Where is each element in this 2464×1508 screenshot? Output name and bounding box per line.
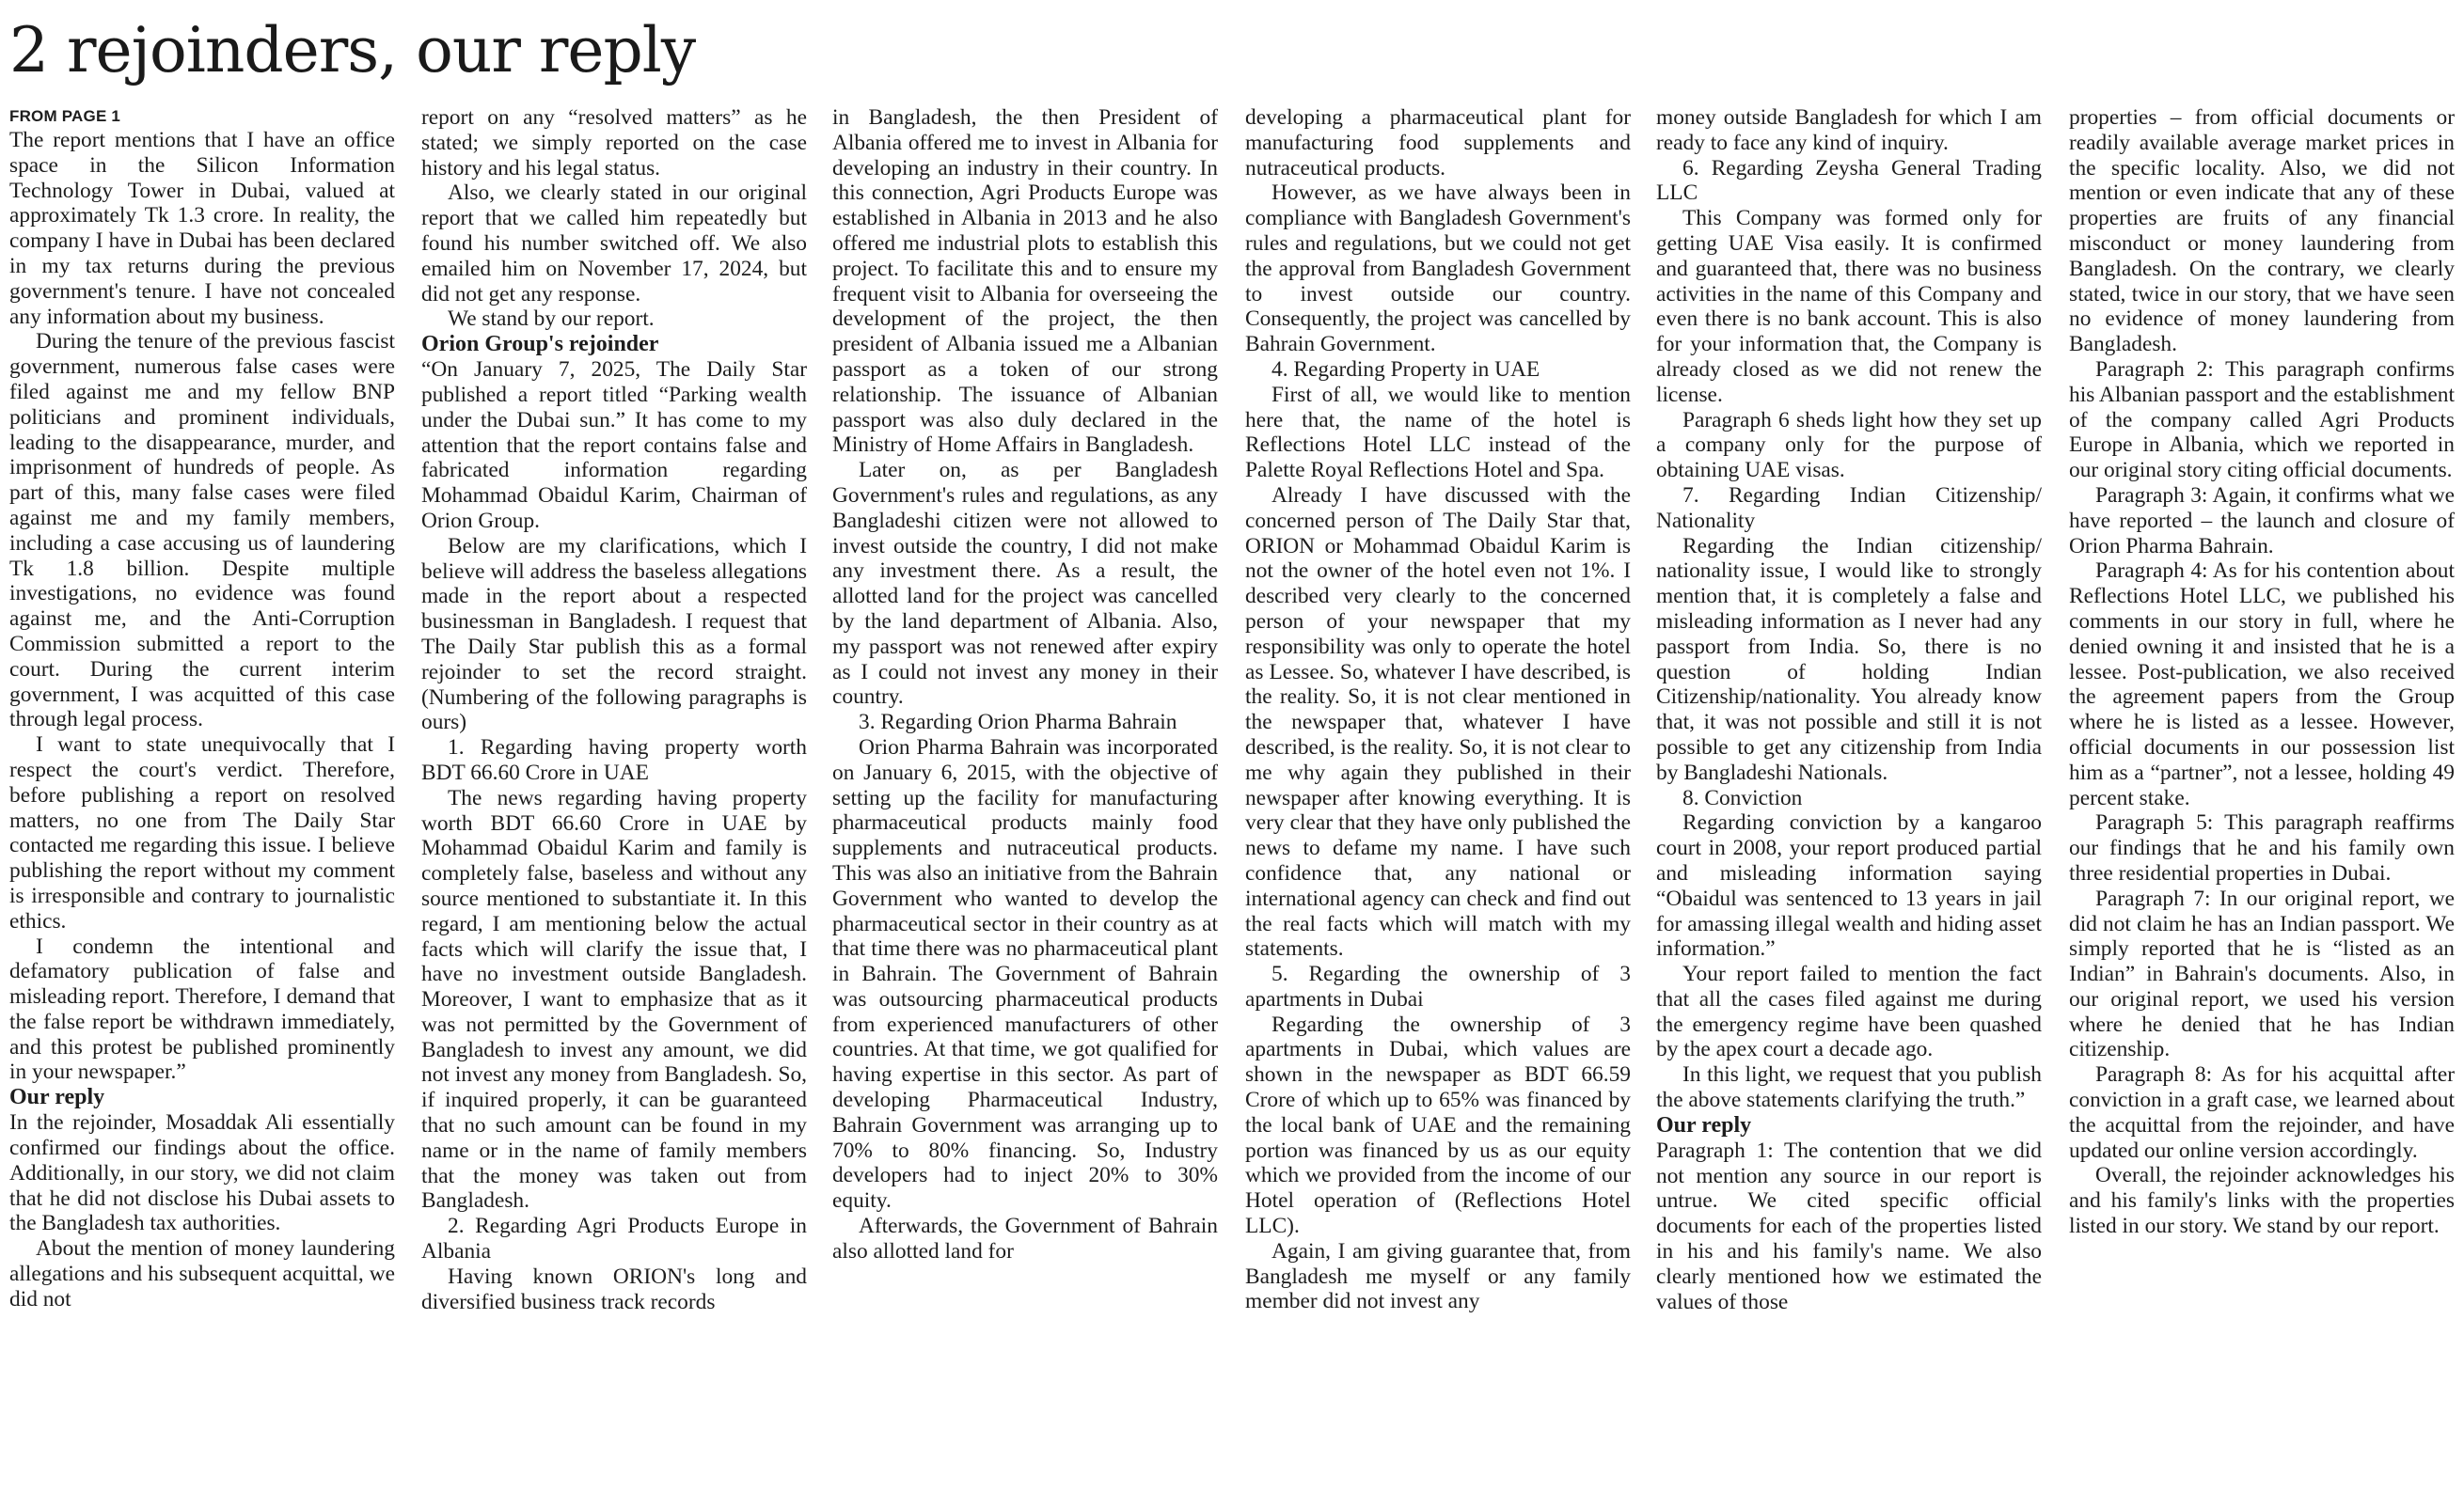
body-paragraph: We stand by our report. xyxy=(448,306,655,332)
body-paragraph: Below are my clarifications, which I believe will address the baseless allegations made in the report about a respected businessman in Bangladesh. I request that The Daily Star publish this as a formal rejoinder to set the record straight. (Numbering of the following paragraphs is ours) xyxy=(421,533,807,735)
body-paragraph: in Bangladesh, the then President of Albania offered me to invest in Albania for developing an industry in their country. In this connection, Agri Products Europe was established in Albania in 2013 and he also offered me industrial plots to establish this project. To facilitate this and to ensure my frequent visit to Albania for overseeing the development of the project, the then president of Albania issued me a Albanian passport as a token of our strong relationship. The issuance of Albanian passport was also duly declared in the Ministry of Home Affairs in Bangladesh. xyxy=(832,105,1218,458)
body-paragraph: About the mention of money laundering allegations and his subsequent acquittal, we did not xyxy=(9,1236,395,1312)
body-paragraph: Later on, as per Bangladesh Government's rules and regulations, as any Bangladeshi citizen were not allowed to invest outside the country, I did not make any investment there. As a result, the allotted land for the project was cancelled by the land department of Albania. Also, my passport was not renewed after expiry as I could not invest any money in their country. xyxy=(832,458,1218,710)
body-paragraph: Regarding the ownership of 3 apartments in Dubai, which values are shown in the newspaper as BDT 66.59 Crore of which up to 65% was financed by the local bank of UAE and the remaining portion was financed by us as our equity which we provided from the income of our Hotel operation of (Reflections Hotel LLC). xyxy=(1245,1012,1631,1239)
body-paragraph: Regarding conviction by a kangaroo court in 2008, your report produced partial and misleading information saying “Obaidul was sentenced to 13 years in jail for amassing illegal wealth and hiding asset information.” xyxy=(1656,810,2042,962)
body-paragraph: The news regarding having property worth BDT 66.60 Crore in UAE by Mohammad Obaidul Karim and family is completely false, baseless and without any source mentioned to substantiate it. In this regard, I am mentioning below the actual facts which will clarify the issue that, I have no investment outside Bangladesh. Moreover, I want to emphasize that as it was not permitted by the Government of Bangladesh to invest any amount, we did not invest any money from Bangladesh. So, if inquired properly, it can be guaranteed that no such amount can be found in my name or in the name of family members that the money was taken out from Bangladesh. xyxy=(421,785,807,1214)
body-paragraph: Already I have discussed with the concerned person of The Daily Star that, ORION or Mohammad Obaidul Karim is not the owner of the hotel even not 1%. I described very clearly to the concerned person of your newspaper that my responsibility was only to operate the hotel as Lessee. So, whatever I have described, is the reality. So, it is not clear mentioned in the newspaper that, whatever I have described, is the reality. So, it is not clear to me why again they published in their newspaper after knowing everything. It is very clear that they have only published the news to defame my name. I have such confidence that, any national or international agency can check and find out the real facts which will match with my statements. xyxy=(1245,482,1631,962)
body-paragraph: Regarding the Indian citizenship/ nationality issue, I would like to strongly mention that, it is completely a false and misleading information as I never had any passport from India. So, there is no question of holding Indian Citizenship/nationality. You already know that, it was not possible and still it is not possible to get any citizenship from India by Bangladeshi Nationals. xyxy=(1656,533,2042,785)
article-column-5 xyxy=(1656,105,2042,1500)
subheading: Orion Group's rejoinder xyxy=(421,332,659,357)
body-paragraph: Paragraph 1: The contention that we did not mention any source in our report is untrue. We cited specific official documents for each of the properties listed in his and his family's name. We also clearly mentioned how we estimated the values of those xyxy=(1656,1138,2042,1314)
body-paragraph: Paragraph 2: This paragraph confirms his Albanian passport and the establishment of the company called Agri Products Europe in Albania, which we reported in our original story citing official documents. xyxy=(2069,356,2455,483)
body-paragraph: 7. Regarding Indian Citizenship/ Nationality xyxy=(1656,482,2042,533)
body-paragraph: Having known ORION's long and diversified business track records xyxy=(421,1264,807,1314)
article-column-4 xyxy=(1245,105,1631,1500)
body-paragraph: Again, I am giving guarantee that, from Bangladesh me myself or any family member did not invest any xyxy=(1245,1238,1631,1314)
subheading: Our reply xyxy=(9,1085,105,1110)
body-paragraph: Also, we clearly stated in our original report that we called him repeatedly but found his number switched off. We also emailed him on November 17, 2024, but did not get any response. xyxy=(421,181,807,306)
body-paragraph: developing a pharmaceutical plant for manufacturing food supplements and nutraceutical products. xyxy=(1245,105,1631,181)
body-paragraph: report on any “resolved matters” as he stated; we simply reported on the case history and his legal status. xyxy=(421,105,807,181)
body-paragraph: First of all, we would like to mention here that, the name of the hotel is Reflections Hotel LLC instead of the Palette Royal Reflections Hotel and Spa. xyxy=(1245,382,1631,483)
body-paragraph: In the rejoinder, Mosaddak Ali essentially confirmed our findings about the office. Additionally, in our story, we did not claim that he did not disclose his Dubai assets to the Bangladesh tax authorities. xyxy=(9,1110,395,1236)
body-paragraph: 1. Regarding having property worth BDT 66.60 Crore in UAE xyxy=(421,735,807,785)
body-paragraph: 2. Regarding Agri Products Europe in Albania xyxy=(421,1214,807,1265)
body-paragraph: 4. Regarding Property in UAE xyxy=(1271,356,1540,382)
body-paragraph: Paragraph 8: As for his acquittal after conviction in a graft case, we learned about the acquittal from the rejoinder, and have updated our online version accordingly. xyxy=(2069,1062,2455,1163)
body-paragraph: Paragraph 3: Again, it confirms what we have reported – the launch and closure of Orion Pharma Bahrain. xyxy=(2069,482,2455,558)
body-paragraph: Paragraph 6 sheds light how they set up a company only for the purpose of obtaining UAE visas. xyxy=(1656,407,2042,483)
section-kicker: FROM PAGE 1 xyxy=(9,107,121,125)
body-paragraph: Paragraph 7: In our original report, we did not claim he has an Indian passport. We simply reported that he is “listed as an Indian” in Bahrain's documents. Also, in our original report, we used his version where he denied that he has Indian citizenship. xyxy=(2069,886,2455,1062)
body-paragraph: Orion Pharma Bahrain was incorporated on January 6, 2015, with the objective of setting up the facility for manufacturing pharmaceutical products mainly food supplements and nutraceutical products. This was also an initiative from the Bahrain Government who wanted to develop the pharmaceutical sector in their country as at that time there was no pharmaceutical plant in Bahrain. The Government of Bahrain was outsourcing pharmaceutical products from experienced manufacturers of other countries. At that time, we got qualified for having expertise in this sector. As part of developing Pharmaceutical Industry, Bahrain Government was arranging up to 70% to 80% financing. So, Industry developers had to inject 20% to 30% equity. xyxy=(832,734,1218,1214)
subheading: Our reply xyxy=(1656,1112,1752,1138)
article-column-3 xyxy=(832,105,1218,1500)
body-paragraph: Paragraph 5: This paragraph reaffirms our findings that he and his family own three residential properties in Dubai. xyxy=(2069,810,2455,886)
body-paragraph: 8. Conviction xyxy=(1682,785,1803,810)
body-paragraph: I want to state unequivocally that I respect the court's verdict. Therefore, before publishing a report on resolved matters, no one from The Daily Star contacted me regarding this issue. I believe publishing the report without my comment is irresponsible and contrary to journalistic ethics. xyxy=(9,732,395,934)
headline: 2 rejoinders, our reply xyxy=(9,14,696,86)
article-column-1 xyxy=(9,105,395,1500)
body-paragraph: In this light, we request that you publish the above statements clarifying the truth.” xyxy=(1656,1062,2042,1113)
body-paragraph: 3. Regarding Orion Pharma Bahrain xyxy=(859,710,1177,735)
article-column-2 xyxy=(421,105,807,1500)
body-paragraph: Overall, the rejoinder acknowledges his and his family's links with the properties listed in our story. We stand by our report. xyxy=(2069,1163,2455,1239)
body-paragraph: However, as we have always been in compliance with Bangladesh Government's rules and regulations, but we could not get the approval from Bangladesh Government to invest outside our country. Consequently, the project was cancelled by Bahrain Government. xyxy=(1245,181,1631,357)
body-paragraph: This Company was formed only for getting UAE Visa easily. It is confirmed and guaranteed that, there was no business activities in the name of this Company and even there is no bank account. This is also for your information that, the Company is already closed as we did not renew the license. xyxy=(1656,206,2042,407)
body-paragraph: money outside Bangladesh for which I am ready to face any kind of inquiry. xyxy=(1656,105,2042,155)
body-paragraph: I condemn the intentional and defamatory publication of false and misleading report. Therefore, I demand that the false report be withdrawn immediately, and this protest be published prominently in your newspaper.” xyxy=(9,934,395,1085)
body-paragraph: The report mentions that I have an office space in the Silicon Information Technology Tower in Dubai, valued at approximately Tk 1.3 crore. In reality, the company I have in Dubai has been declared in my tax returns during the previous government's tenure. I have not concealed any information about my business. xyxy=(9,128,395,329)
body-paragraph: During the tenure of the previous fascist government, numerous false cases were filed against me and my fellow BNP politicians and prominent individuals, leading to the disappearance, murder, and imprisonment of hundreds of people. As part of this, many false cases were filed against me and my family members, including a case accusing us of laundering Tk 1.8 billion. Despite multiple investigations, no evidence was found against me, and the Anti-Corruption Commission submitted a report to the court. During the current interim government, I was acquitted of this case through legal process. xyxy=(9,329,395,732)
body-paragraph: Your report failed to mention the fact that all the cases filed against me during the emergency regime have been quashed by the apex court a decade ago. xyxy=(1656,962,2042,1062)
body-paragraph: 6. Regarding Zeysha General Trading LLC xyxy=(1656,155,2042,206)
body-paragraph: 5. Regarding the ownership of 3 apartments in Dubai xyxy=(1245,962,1631,1012)
body-paragraph: “On January 7, 2025, The Daily Star published a report titled “Parking wealth under the Dubai sun.” It has come to my attention that the report contains false and fabricated information regarding Mohammad Obaidul Karim, Chairman of Orion Group. xyxy=(421,357,807,533)
article-column-6 xyxy=(2069,105,2455,1500)
body-paragraph: Paragraph 4: As for his contention about Reflections Hotel LLC, we published his comments in our story in full, where he denied owning it and insisted that he is a lessee. Post-publication, we also received the agreement papers from the Group where he is listed as a lessee. However, official documents in our possession list him as a “partner”, not a lessee, holding 49 percent stake. xyxy=(2069,558,2455,810)
body-paragraph: properties – from official documents or readily available average market prices in the specific locality. Also, we did not mention or even indicate that any of these properties are fruits of any financial misconduct or money laundering from Bangladesh. On the contrary, we clearly stated, twice in our story, that we have seen no evidence of money laundering from Bangladesh. xyxy=(2069,105,2455,357)
body-paragraph: Afterwards, the Government of Bahrain also allotted land for xyxy=(832,1214,1218,1264)
